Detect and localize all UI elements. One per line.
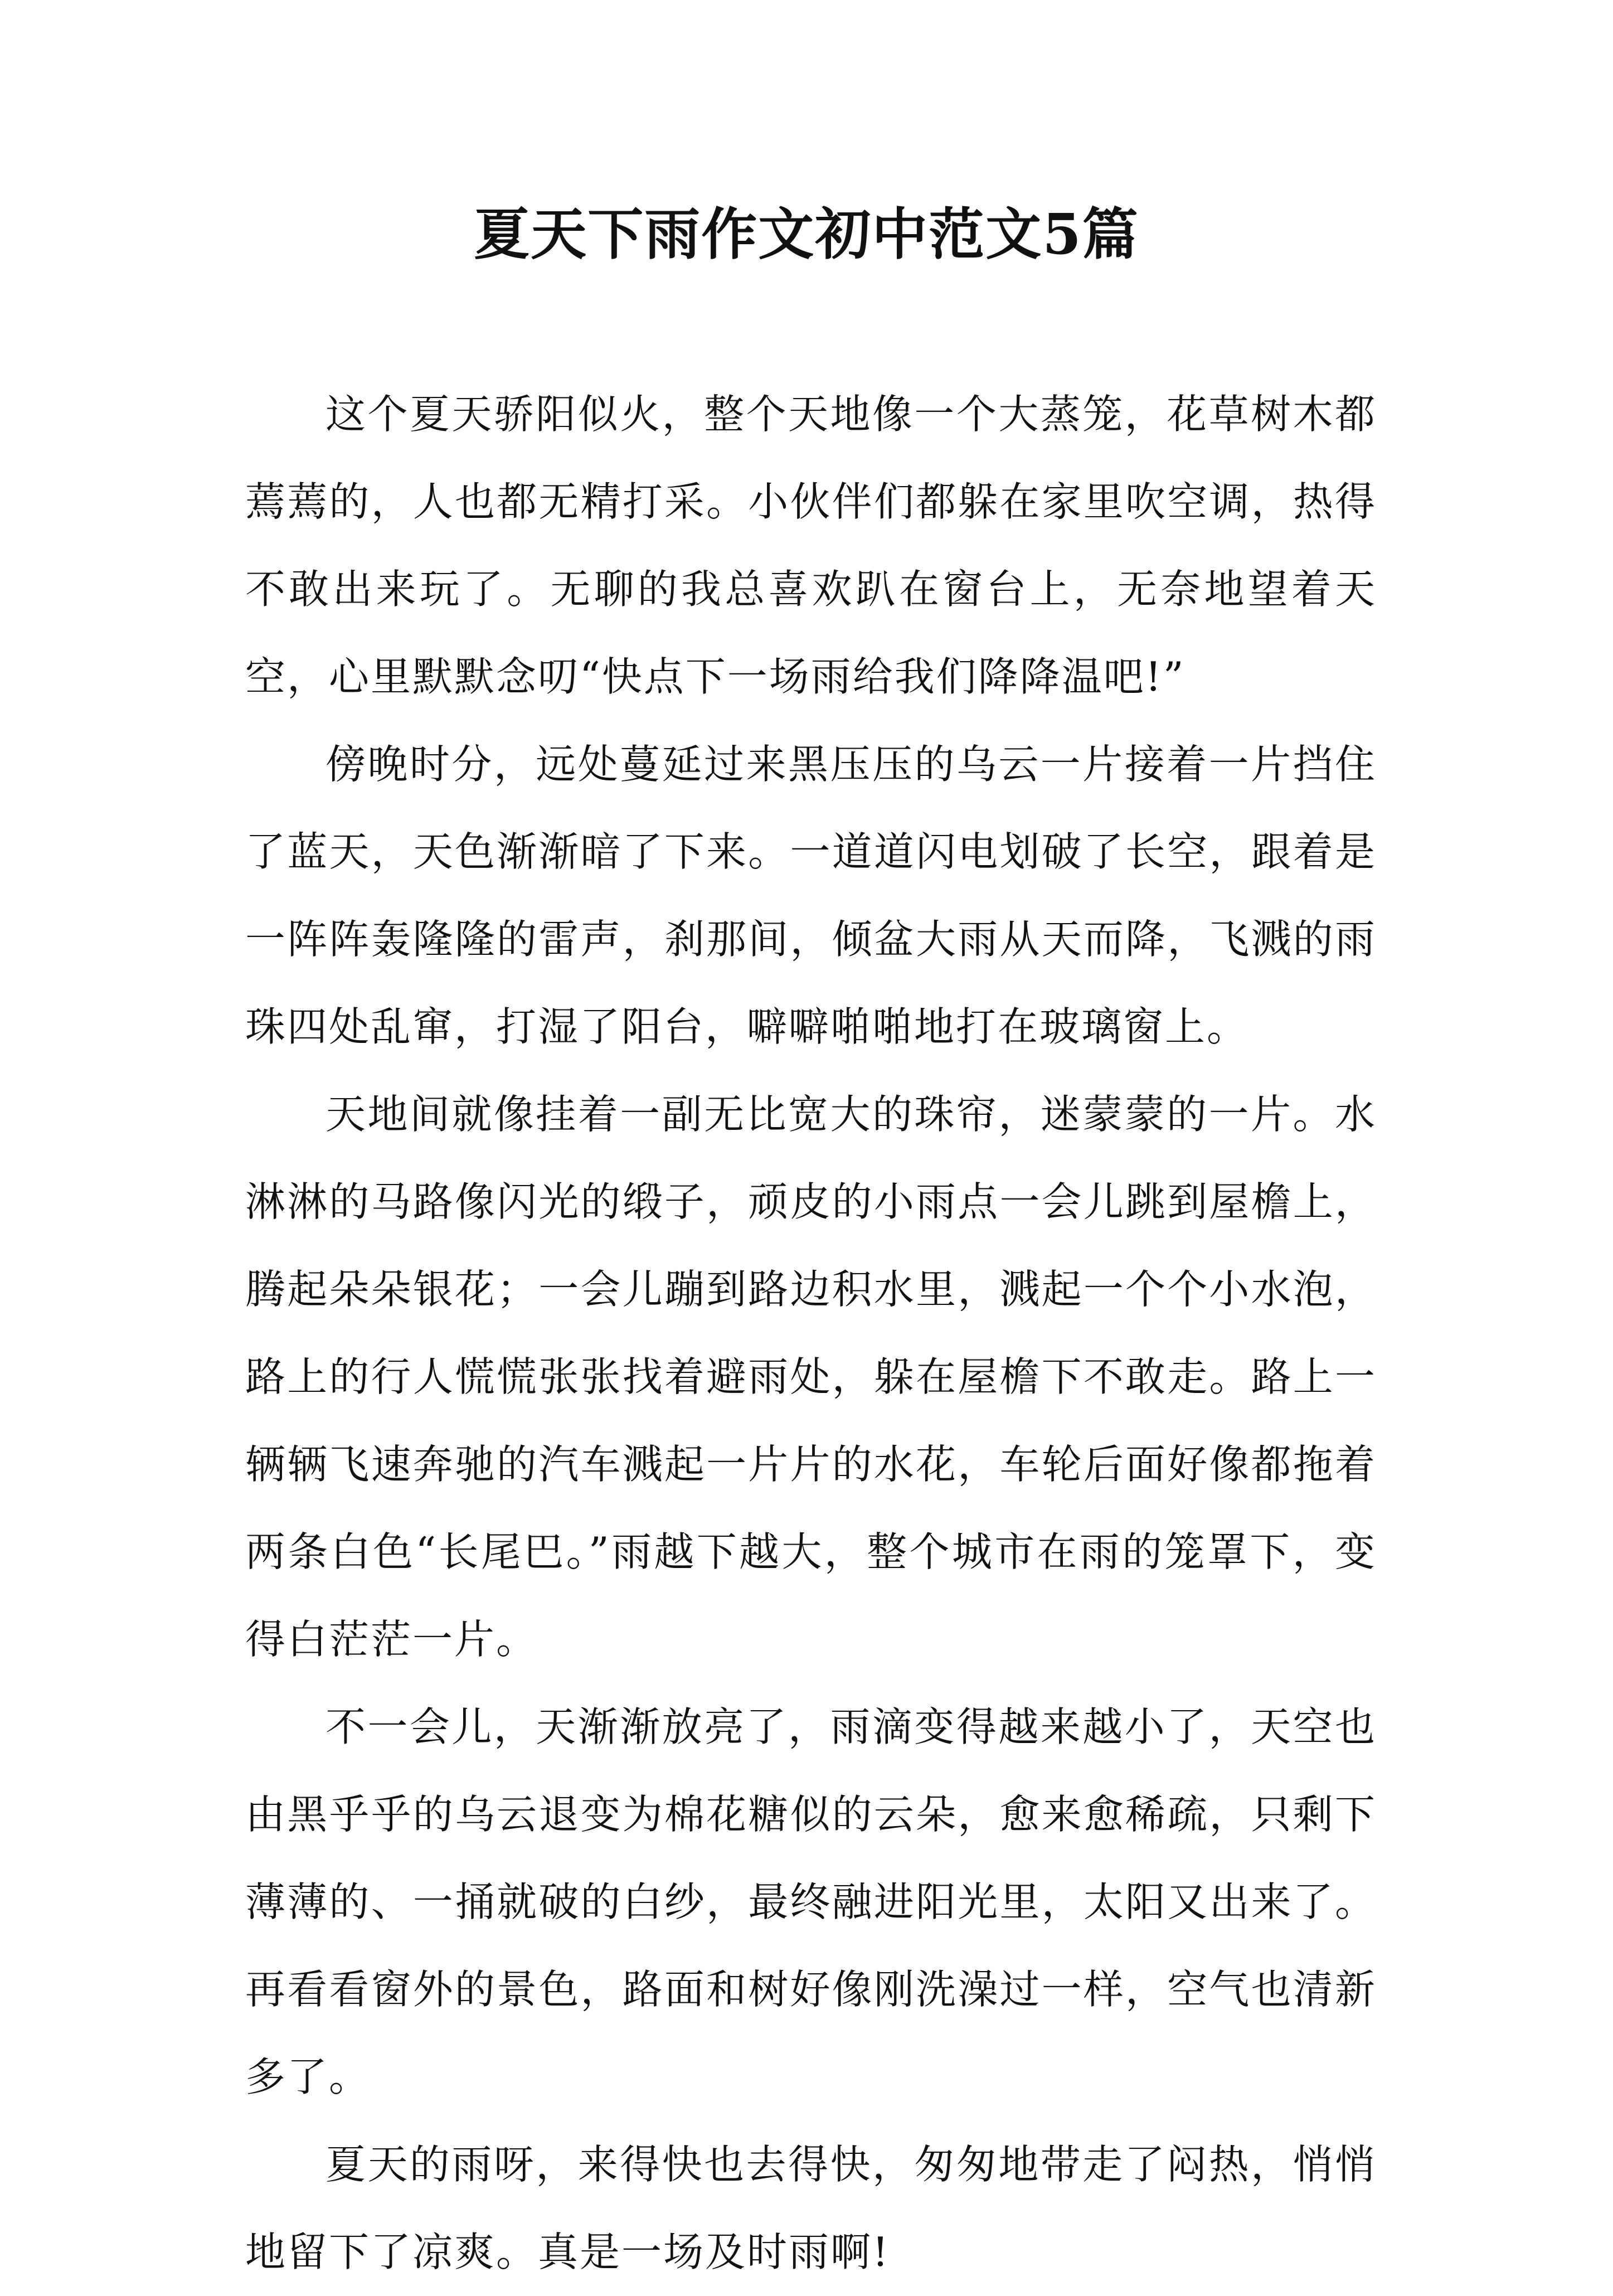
paragraph: 天地间就像挂着一副无比宽大的珠帘，迷蒙蒙的一片。水淋淋的马路像闪光的缎子，顽皮的小雨点一会儿跳到屋檐上，腾起朵朵银花；一会儿蹦到路边积水里，溅起一个个小水泡，路上的行人慌慌张张找着避雨处，躲在屋檐下不敢走。路上一辆辆飞速奔驰的汽车溅起一片片的水花，车轮后面好像都拖着两条白色“长尾巴。”雨越下越大，整个城市在雨的笼罩下，变得白茫茫一片。 xyxy=(245,1091,1377,1663)
document-title: 夏天下雨作文初中范文5篇 xyxy=(474,201,1139,267)
paragraph: 这个夏天骄阳似火，整个天地像一个大蒸笼，花草树木都蔫蔫的，人也都无精打采。小伙伴们都躲在家里吹空调，热得不敢出来玩了。无聊的我总喜欢趴在窗台上，无奈地望着天空，心里默默念叨“快点下一场雨给我们降降温吧!” xyxy=(245,391,1377,700)
paragraph: 傍晚时分，远处蔓延过来黑压压的乌云一片接着一片挡住了蓝天，天色渐渐暗了下来。一道道闪电划破了长空，跟着是一阵阵轰隆隆的雷声，刹那间，倾盆大雨从天而降，飞溅的雨珠四处乱窜，打湿了阳台，噼噼啪啪地打在玻璃窗上。 xyxy=(245,741,1377,1050)
paragraph: 夏天的雨呀，来得快也去得快，匆匆地带走了闷热，悄悄地留下了凉爽。真是一场及时雨啊! xyxy=(245,2141,1377,2275)
paragraph: 不一会儿，天渐渐放亮了，雨滴变得越来越小了，天空也由黑乎乎的乌云退变为棉花糖似的云朵，愈来愈稀疏，只剩下薄薄的、一捅就破的白纱，最终融进阳光里，太阳又出来了。再看看窗外的景色，路面和树好像刚洗澡过一样，空气也清新多了。 xyxy=(245,1703,1377,2100)
document-body xyxy=(245,371,1377,2296)
